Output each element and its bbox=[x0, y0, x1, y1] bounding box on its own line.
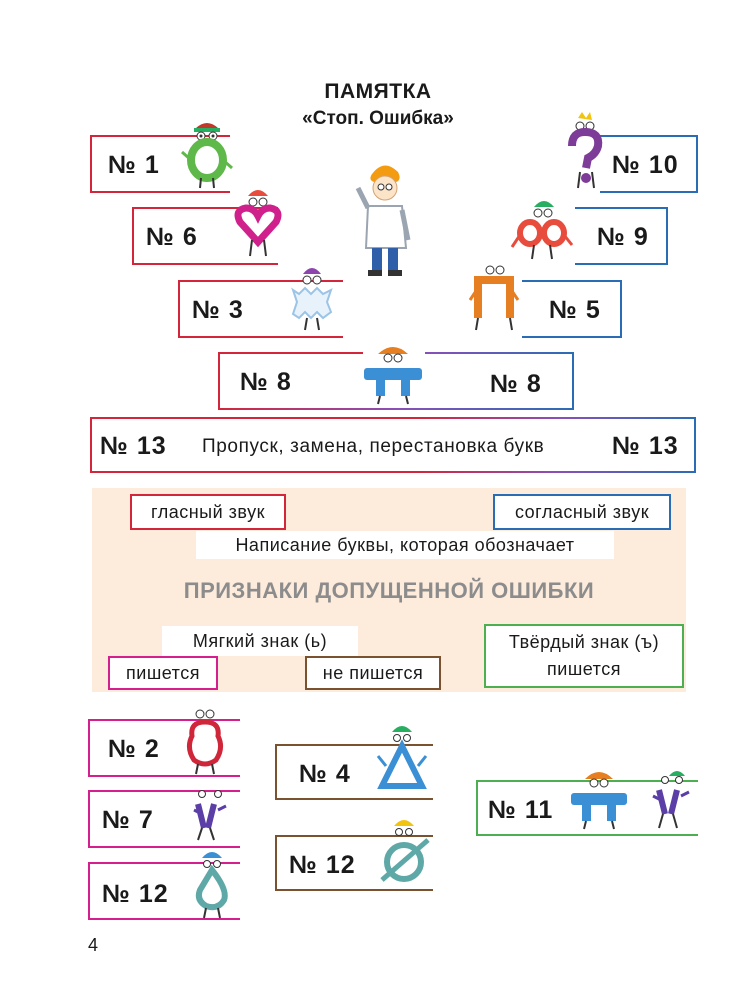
code-box-8-top-right bbox=[425, 352, 574, 354]
code-label: № 13 bbox=[100, 432, 167, 460]
code-box-10 bbox=[600, 135, 698, 193]
scientist-character-icon bbox=[354, 158, 414, 280]
code-label: № 12 bbox=[102, 880, 169, 908]
outline-character-icon bbox=[180, 706, 230, 776]
hard-sign-box bbox=[484, 624, 684, 688]
code-box-8-right bbox=[572, 352, 574, 410]
code-label: № 2 bbox=[108, 735, 160, 763]
drop-character-icon bbox=[188, 846, 236, 920]
code-label: № 1 bbox=[108, 151, 160, 179]
code-box-13-right bbox=[694, 417, 696, 473]
code-label: № 12 bbox=[289, 851, 356, 879]
code-label: № 5 bbox=[549, 296, 601, 324]
twin-strokes-character-icon bbox=[184, 784, 236, 844]
code-label: № 9 bbox=[597, 223, 649, 251]
page-number: 4 bbox=[88, 935, 99, 955]
code-label: № 13 bbox=[612, 432, 679, 460]
code-label: № 4 bbox=[299, 760, 351, 788]
code-label: № 7 bbox=[102, 806, 154, 834]
code-box-8-top-left bbox=[218, 352, 363, 354]
code-box-13-top-right bbox=[420, 417, 696, 419]
heart-character-icon bbox=[232, 182, 284, 260]
code-box-9 bbox=[575, 207, 668, 265]
code-label: № 3 bbox=[192, 296, 244, 324]
hard-sign-label: Твёрдый знак (ъ) bbox=[508, 632, 660, 652]
soft-sign-label: Мягкий знак (ь) bbox=[162, 626, 358, 656]
letter-te-character-icon bbox=[360, 340, 426, 406]
code-box-5 bbox=[522, 280, 622, 338]
error-description: Пропуск, замена, перестановка букв bbox=[202, 436, 545, 457]
twin-strokes-character-icon bbox=[643, 766, 697, 832]
error-signs-title: ПРИЗНАКИ ДОПУЩЕННОЙ ОШИБКИ bbox=[183, 578, 595, 603]
triangle-character-icon bbox=[374, 720, 430, 798]
question-character-icon bbox=[560, 110, 610, 192]
writing-label: Написание буквы, которая обозначает bbox=[196, 531, 614, 559]
soft-not-written-tag: не пишется bbox=[305, 656, 441, 690]
crossed-circle-character-icon bbox=[374, 814, 432, 890]
letter-pe-character-icon bbox=[466, 258, 522, 334]
code-label: № 6 bbox=[146, 223, 198, 251]
letter-te-character-icon bbox=[567, 765, 631, 831]
double-o-character-icon bbox=[508, 195, 574, 263]
code-box-13-bottom-right bbox=[420, 471, 696, 473]
page-subtitle: «Стоп. Ошибка» bbox=[302, 108, 454, 129]
code-label: № 10 bbox=[612, 151, 679, 179]
letter-o-character-icon bbox=[178, 112, 236, 190]
soft-written-tag: пишется bbox=[108, 656, 218, 690]
code-label: № 8 bbox=[490, 370, 542, 398]
code-label: № 11 bbox=[488, 796, 554, 824]
zigzag-character-icon bbox=[285, 262, 340, 334]
code-label: № 8 bbox=[240, 368, 292, 396]
page-title: ПАМЯТКА bbox=[324, 80, 432, 103]
consonant-tag: согласный звук bbox=[493, 494, 671, 530]
vowel-tag: гласный звук bbox=[130, 494, 286, 530]
hard-written-label: пишется bbox=[547, 659, 621, 679]
code-box-8-bottom bbox=[218, 408, 574, 410]
